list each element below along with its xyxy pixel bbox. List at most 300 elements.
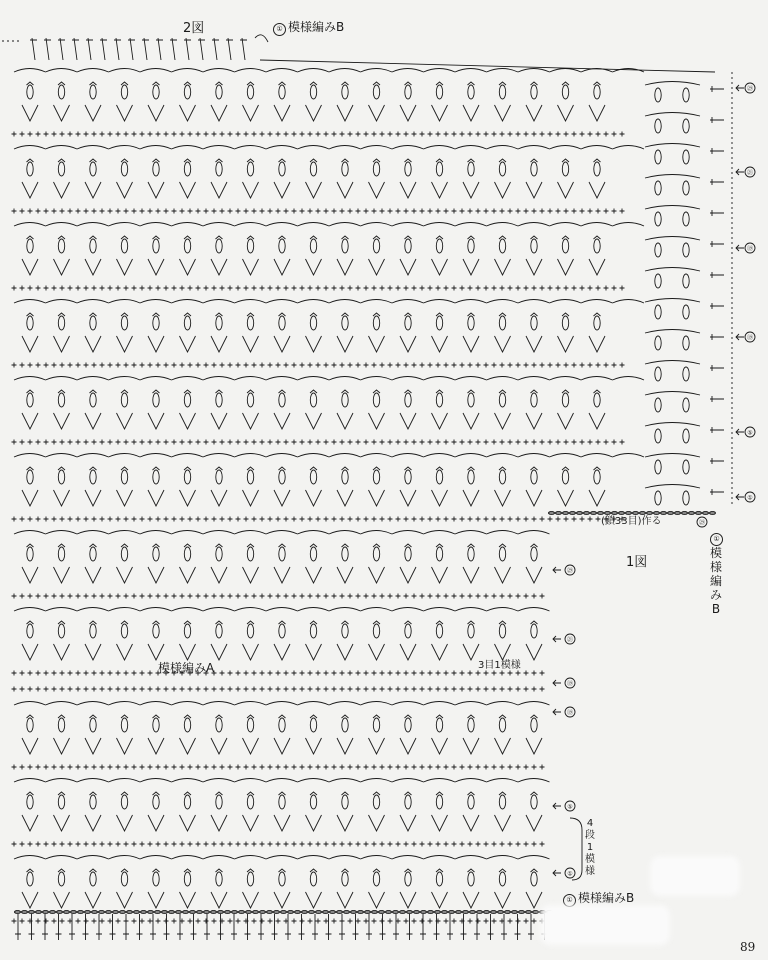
single-crochet-stitch [548,517,553,522]
chain-arc [645,268,700,272]
single-crochet-stitch [268,765,273,770]
single-crochet-stitch [252,687,257,692]
shell-stitch [683,398,689,412]
shell-stitch [27,162,33,176]
border-stitch [407,914,413,940]
single-crochet-stitch [148,440,153,445]
pattern-b-side-label: 模様編みB [709,546,722,616]
single-crochet-stitch [36,842,41,847]
single-crochet-stitch [228,687,233,692]
single-crochet-stitch [100,687,105,692]
single-crochet-stitch [300,440,305,445]
single-crochet-stitch [436,687,441,692]
shell-stitch [27,470,33,484]
single-crochet-stitch [188,594,193,599]
single-crochet-stitch [324,594,329,599]
border-stitch [272,914,278,940]
border-stitch [461,914,467,940]
single-crochet-stitch [156,440,161,445]
single-crochet-stitch [572,209,577,214]
single-crochet-stitch [12,209,17,214]
single-crochet-stitch [140,440,145,445]
single-crochet-stitch [572,132,577,137]
top-border [30,35,715,72]
border-stitch [393,914,399,940]
single-crochet-stitch [220,594,225,599]
single-crochet-stitch [604,286,609,291]
single-crochet-stitch [396,209,401,214]
shell-stitch [531,795,537,809]
single-crochet-stitch [540,132,545,137]
single-crochet-stitch [420,440,425,445]
shell-stitch [184,393,190,407]
single-crochet-stitch [508,363,513,368]
border-stitch [56,914,62,940]
single-crochet-stitch [236,594,241,599]
single-crochet-stitch [348,765,353,770]
single-crochet-stitch [372,671,377,676]
v-stitch-row [22,490,605,506]
single-crochet-stitch [28,286,33,291]
single-crochet-stitch [444,671,449,676]
single-crochet-stitch [300,209,305,214]
single-crochet-stitch [524,440,529,445]
single-crochet-stitch [156,687,161,692]
single-crochet-stitch [124,363,129,368]
smudge-mark [540,905,670,945]
single-crochet-stitch [12,132,17,137]
shell-stitch [499,718,505,732]
single-crochet-stitch [276,517,281,522]
single-crochet-stitch [324,440,329,445]
single-crochet-stitch [148,687,153,692]
single-crochet-stitch [20,594,25,599]
row-number-text: ㉑ [746,169,754,177]
single-crochet-stitch [412,671,417,676]
single-crochet-stitch [460,286,465,291]
single-crochet-stitch [340,594,345,599]
single-crochet-stitch [348,132,353,137]
single-crochet-stitch [324,765,329,770]
single-crochet-stitch [268,286,273,291]
shell-stitch [90,624,96,638]
shell-stitch [405,239,411,253]
single-crochet-stitch [28,440,33,445]
single-crochet-stitch [44,209,49,214]
chain-arc-row [14,377,644,381]
single-crochet-stitch [60,440,65,445]
single-crochet-stitch [108,209,113,214]
single-crochet-stitch [148,765,153,770]
single-crochet-stitch [76,842,81,847]
single-crochet-stitch [588,363,593,368]
shell-stitch [468,718,474,732]
single-crochet-stitch [276,919,281,924]
single-crochet-stitch [148,132,153,137]
single-crochet-stitch [140,594,145,599]
shell-stitch [683,336,689,350]
single-crochet-stitch [484,671,489,676]
single-crochet-stitch [468,517,473,522]
single-crochet-stitch [564,440,569,445]
single-crochet-stitch [284,842,289,847]
single-crochet-stitch [60,594,65,599]
single-crochet-stitch [500,765,505,770]
single-crochet-stitch [316,842,321,847]
single-crochet-stitch [300,765,305,770]
single-crochet-stitch [476,671,481,676]
single-crochet-stitch [484,440,489,445]
single-crochet-stitch [436,765,441,770]
single-crochet-stitch [292,286,297,291]
shell-stitch [373,624,379,638]
single-crochet-stitch [428,286,433,291]
single-crochet-stitch [300,919,305,924]
shell-stitch [405,316,411,330]
single-crochet-stitch [516,363,521,368]
shell-stitch [655,491,661,505]
single-crochet-stitch [236,687,241,692]
shell-stitch [468,85,474,99]
single-crochet-stitch [92,517,97,522]
single-crochet-stitch [332,440,337,445]
shell-stitch [310,795,316,809]
single-crochet-stitch [556,132,561,137]
single-crochet-stitch [292,132,297,137]
shell-stitch [655,274,661,288]
single-crochet-stitch [300,363,305,368]
shell-stitch [310,162,316,176]
shell-stitch [58,162,64,176]
single-crochet-stitch [12,440,17,445]
single-crochet-stitch [444,132,449,137]
single-crochet-stitch [476,594,481,599]
single-crochet-stitch [260,286,265,291]
shell-stitch [90,547,96,561]
single-crochet-stitch [404,765,409,770]
single-crochet-stitch [532,132,537,137]
shell-stitch [279,470,285,484]
shell-stitch [279,872,285,886]
single-crochet-stitch [124,517,129,522]
single-crochet-stitch [148,286,153,291]
shell-stitch [594,239,600,253]
shell-stitch [27,239,33,253]
single-crochet-stitch [492,286,497,291]
shell-stitch [216,239,222,253]
border-stitch [83,914,89,940]
single-crochet-stitch [396,765,401,770]
shell-stitch [436,162,442,176]
shell-stitch [655,398,661,412]
shell-stitch [499,795,505,809]
single-crochet-stitch [212,209,217,214]
border-stitch [226,38,233,60]
single-crochet-stitch [468,440,473,445]
single-crochet-stitch [84,842,89,847]
single-crochet-stitch [244,842,249,847]
shell-stitch [405,547,411,561]
border-stitch [164,914,170,940]
single-crochet-stitch [388,671,393,676]
single-crochet-stitch [124,842,129,847]
single-crochet-stitch [388,842,393,847]
single-crochet-stitch [340,132,345,137]
single-crochet-stitch [292,594,297,599]
single-crochet-stitch [460,687,465,692]
single-crochet-stitch [28,687,33,692]
shell-stitch [184,470,190,484]
single-crochet-stitch [332,687,337,692]
border-stitch [30,38,37,60]
shell-stitch [310,872,316,886]
shell-stitch [562,162,568,176]
single-crochet-stitch [164,919,169,924]
single-crochet-stitch [52,765,57,770]
single-crochet-stitch [124,209,129,214]
single-crochet-stitch [36,765,41,770]
single-crochet-stitch [396,440,401,445]
single-crochet-stitch [620,132,625,137]
border-stitch [198,38,205,60]
single-crochet-stitch [356,594,361,599]
single-crochet-stitch [212,286,217,291]
single-crochet-stitch [444,363,449,368]
single-crochet-stitch [452,363,457,368]
single-crochet-stitch [244,286,249,291]
single-crochet-stitch [332,286,337,291]
single-crochet-stitch [100,842,105,847]
single-crochet-stitch [340,671,345,676]
single-crochet-stitch [516,132,521,137]
single-crochet-stitch [332,765,337,770]
single-crochet-stitch [516,440,521,445]
single-crochet-stitch [452,286,457,291]
single-crochet-stitch [20,132,25,137]
single-crochet-stitch [380,440,385,445]
single-crochet-stitch [268,517,273,522]
single-crochet-stitch [196,440,201,445]
single-crochet-stitch [116,132,121,137]
shell-stitch [121,795,127,809]
single-crochet-stitch [172,594,177,599]
single-crochet-stitch [236,209,241,214]
single-crochet-stitch [348,594,353,599]
single-crochet-stitch [252,517,257,522]
single-crochet-stitch [476,765,481,770]
single-crochet-stitch [356,440,361,445]
single-crochet-stitch [388,765,393,770]
single-crochet-stitch [492,440,497,445]
single-crochet-stitch [372,286,377,291]
shell-stitch [594,316,600,330]
single-crochet-stitch [212,687,217,692]
single-crochet-stitch [132,594,137,599]
single-crochet-stitch [28,842,33,847]
single-crochet-stitch [372,209,377,214]
shell-stitch [310,547,316,561]
shell-stitch [468,162,474,176]
chain-arc [645,485,700,489]
shell-stitch [58,547,64,561]
single-crochet-stitch [364,594,369,599]
shell-stitch [342,795,348,809]
single-crochet-stitch [388,594,393,599]
single-crochet-stitch [76,687,81,692]
shell-stitch [468,795,474,809]
single-crochet-stitch [84,209,89,214]
single-crochet-stitch [380,919,385,924]
single-crochet-stitch [604,132,609,137]
single-crochet-stitch [356,363,361,368]
single-crochet-stitch [484,517,489,522]
shell-stitch [153,393,159,407]
single-crochet-stitch [484,209,489,214]
single-crochet-stitch [124,286,129,291]
shell-stitch [216,624,222,638]
single-crochet-stitch [220,209,225,214]
border-stitch [177,914,183,940]
border-stitch [156,38,163,60]
shell-stitch [436,547,442,561]
shell-stitch [655,305,661,319]
shell-stitch [405,624,411,638]
single-crochet-stitch [140,517,145,522]
side-edge-stitch [710,148,724,154]
single-crochet-stitch [100,594,105,599]
single-crochet-stitch [348,440,353,445]
single-crochet-stitch [572,286,577,291]
single-crochet-stitch [260,132,265,137]
single-crochet-stitch [428,765,433,770]
single-crochet-stitch [204,209,209,214]
single-crochet-stitch [444,919,449,924]
shell-stitch [405,470,411,484]
shell-stitch [436,239,442,253]
single-crochet-stitch [284,594,289,599]
single-crochet-stitch [380,517,385,522]
chain-arc-row [14,146,644,150]
single-crochet-stitch [516,765,521,770]
single-crochet-stitch [428,132,433,137]
single-crochet-stitch [204,132,209,137]
single-crochet-stitch [28,363,33,368]
shell-stitch [373,162,379,176]
single-crochet-stitch [180,363,185,368]
single-crochet-stitch [420,209,425,214]
chain-arc [645,299,700,303]
single-crochet-stitch [292,209,297,214]
single-crochet-stitch [36,919,41,924]
shell-stitch [468,316,474,330]
shell-stitch [531,316,537,330]
chain-arc-row [14,300,644,304]
shell-stitch [342,872,348,886]
single-crochet-stitch [588,209,593,214]
single-crochet-stitch [308,671,313,676]
single-crochet-stitch [132,286,137,291]
single-crochet-stitch [284,765,289,770]
pattern-b-side-num [710,531,725,546]
single-crochet-stitch [276,594,281,599]
single-crochet-stitch [412,842,417,847]
single-crochet-stitch [180,594,185,599]
single-crochet-stitch [60,286,65,291]
single-crochet-stitch [500,132,505,137]
single-crochet-stitch [260,687,265,692]
single-crochet-stitch [52,919,57,924]
single-crochet-stitch [140,363,145,368]
single-crochet-stitch [140,919,145,924]
single-crochet-stitch [532,440,537,445]
border-stitch [488,914,494,940]
single-crochet-stitch [460,517,465,522]
single-crochet-stitch [340,765,345,770]
single-crochet-stitch [220,440,225,445]
border-stitch [326,914,332,940]
single-crochet-stitch [180,440,185,445]
shell-stitch [121,162,127,176]
single-crochet-stitch [92,842,97,847]
border-stitch [110,914,116,940]
shell-stitch [153,316,159,330]
single-crochet-stitch [532,765,537,770]
single-crochet-stitch [196,286,201,291]
shell-stitch [373,239,379,253]
single-crochet-stitch [476,286,481,291]
single-crochet-stitch [100,765,105,770]
single-crochet-stitch [500,842,505,847]
shell-stitch [279,624,285,638]
single-crochet-stitch [404,517,409,522]
border-stitch [58,38,65,60]
single-crochet-stitch [452,842,457,847]
shell-stitch [153,85,159,99]
single-crochet-stitch [332,209,337,214]
single-crochet-stitch [68,209,73,214]
single-crochet-stitch [12,765,17,770]
single-crochet-stitch [492,919,497,924]
single-crochet-stitch [572,440,577,445]
shell-stitch [58,316,64,330]
row-number-text: ⑤ [567,803,573,811]
single-crochet-stitch [316,440,321,445]
shell-stitch [153,795,159,809]
single-crochet-stitch [212,517,217,522]
single-crochet-stitch [612,286,617,291]
single-crochet-stitch [100,286,105,291]
single-crochet-stitch [44,765,49,770]
single-crochet-stitch [36,594,41,599]
single-crochet-stitch [356,671,361,676]
single-crochet-stitch [316,687,321,692]
single-crochet-stitch [244,517,249,522]
single-crochet-stitch [12,842,17,847]
single-crochet-stitch [420,363,425,368]
single-crochet-stitch [492,671,497,676]
single-crochet-stitch [172,286,177,291]
border-stitch [96,914,102,940]
shell-stitch [184,316,190,330]
single-crochet-stitch [308,209,313,214]
shell-stitch [90,316,96,330]
shell-stitch [468,239,474,253]
single-crochet-stitch [436,671,441,676]
chain-arc-row [14,223,644,227]
shell-stitch [531,162,537,176]
shell-stitch [58,624,64,638]
single-crochet-stitch [124,671,129,676]
